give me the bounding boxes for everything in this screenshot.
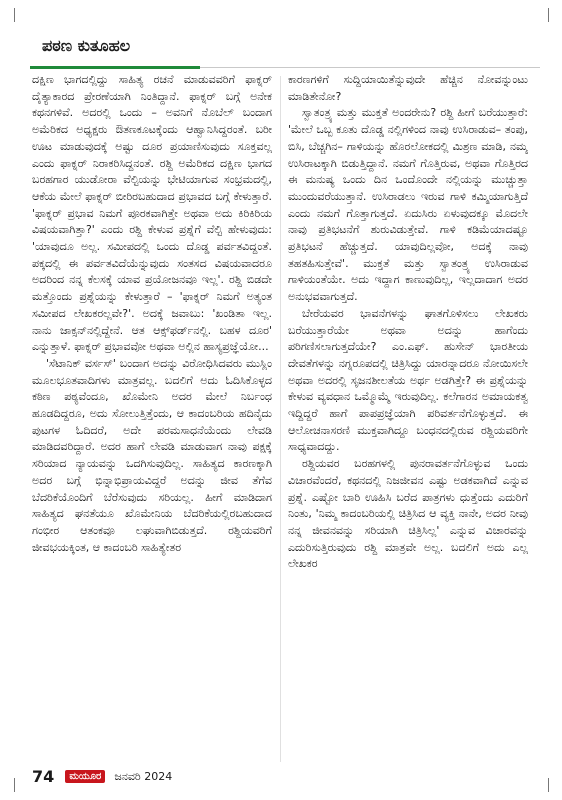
paragraph: ಕಾರಣಗಳಿಗೆ ಸುದ್ದಿಯಾಯಿತೆನ್ನುವುದೇ ಹೆಚ್ಚಿನ ನೋವನ್ನುಂಟು ಮಾಡಿತೇನೋ? [288, 73, 528, 103]
paragraph: ಸ್ವಾತಂತ್ರ್ಯ ಮತ್ತು ಮುಕ್ತತೆ ಅಂದರೇನು? ರಶ್ದಿ ಹೀಗೆ ಬರೆಯುತ್ತಾರೆ: 'ಮೇಲೆ ಒಬ್ಬ ಕೂತು ದೊಡ್ಡ ನಲ್ಲಿಗಳಿಂದ ನಾವು ಉಸಿರಾಡುವ– ತಂಪು, ಬಿಸಿ, ಬೆಚ್ಚಗಿನ– ಗಾಳಿಯನ್ನು ಹೊರಲೋಕದಲ್ಲಿ ಮಿಶ್ರಣ ಮಾಡಿ, ನಮ್ಮ ಉಸಿರಾಟಕ್ಕಾಗಿ ಬಿಡುತ್ತಿದ್ದಾನೆ. ನಮಗೆ ಗೊತ್ತಿರುವ, ಅಥವಾ ಗೊತ್ತಿರದ ಈ ಮನುಷ್ಯ ಒಂದು ದಿನ ಒಂದೊಂದೇ ನಲ್ಲಿಯನ್ನು ಮುಚ್ಚುತ್ತಾ ಮುಂದುವರೆಯುತ್ತಾನೆ. ಉಸಿರಾಡಲು ಇರುವ ಗಾಳಿ ಕಮ್ಮಿಯಾಗುತ್ತಿದೆ ಎಂದು ನಮಗೆ ಗೊತ್ತಾಗುತ್ತದೆ. ಏದುಸಿರು ಏಳುವುದಕ್ಕೂ ಮೊದಲೇ ನಾವು ಪ್ರತಿಭಟನೆಗೆ ಶುರುವಿಡುತ್ತೇವೆ. ಗಾಳಿ ಕಡಿಮೆಯಾದಷ್ಟೂ ಪ್ರತಿಭಟನೆ ಹೆಚ್ಚುತ್ತದೆ. ಯಾವುದಿಲ್ಲವೋ, ಅದಕ್ಕೆ ನಾವು ತಹತಹಿಸುತ್ತೇವೆ'. ಮುಕ್ತತೆ ಮತ್ತು ಸ್ವಾತಂತ್ರ್ಯ ಉಸಿರಾಡುವ ಗಾಳಿಯಂತೆಯೇ. ಅದು ಇದ್ದಾಗ ಕಾಣುವುದಿಲ್ಲ, ಇಲ್ಲದಾದಾಗ ಅದರ ಅನುಭವವಾಗುತ್ತದೆ. [288, 106, 528, 304]
section-accent-rule [30, 66, 200, 69]
paragraph: ದಕ್ಷಿಣ ಭಾಗದಲ್ಲಿದ್ದು ಸಾಹಿತ್ಯ ರಚನೆ ಮಾಡುವವರಿಗೆ ಫಾಕ್ನರ್ ದೈತ್ಯಾಕಾರದ ಪ್ರೇರಣೆಯಾಗಿ ನಿಂತಿದ್ದಾನೆ. ಫಾಕ್ನರ್ ಬಗ್ಗೆ ಅನೇಕ ಕಥನಗಳಿವೆ. ಅದರಲ್ಲಿ ಒಂದು – ಅವನಿಗೆ ನೊಬೆಲ್ ಬಂದಾಗ ಅಮೆರಿಕದ ಅಧ್ಯಕ್ಷರು ಔತಣಕೂಟಕ್ಕೆಂದು ಆಹ್ವಾನಿಸಿದ್ದರಂತೆ. ಬರೀ ಊಟ ಮಾಡುವುದಕ್ಕೆ ಅಷ್ಟು ದೂರ ಪ್ರಯಾಣಿಸುವುದು ಸೂಕ್ತವಲ್ಲ ಎಂದು ಫಾಕ್ನರ್ ನಿರಾಕರಿಸಿದ್ದನಂತೆ. ರಶ್ದಿ ಅಮೆರಿಕದ ದಕ್ಷಿಣ ಭಾಗದ ಬರಹಗಾರ ಯುಡೋರಾ ವೆಲ್ಟಿಯನ್ನು ಭೇಟಿಯಾಗುವ ಸಂಭ್ರಮದಲ್ಲಿ, ಆಕೆಯ ಮೇಲೆ ಫಾಕ್ನರ್ ಬೀರಿರಬಹುದಾದ ಪ್ರಭಾವದ ಬಗ್ಗೆ ಕೇಳುತ್ತಾರೆ. 'ಫಾಕ್ನರ್ ಪ್ರಭಾವ ನಿಮಗೆ ಪೂರಕವಾಗಿತ್ತೇ ಅಥವಾ ಅದು ಕಿರಿಕಿರಿಯ ವಿಷಯವಾಗಿತ್ತಾ?' ಎಂದು ರಶ್ದಿ ಕೇಳುವ ಪ್ರಶ್ನೆಗೆ ವೆಲ್ಟಿ ಹೇಳುವುದು: 'ಯಾವುದೂ ಅಲ್ಲ. ಸಮೀಪದಲ್ಲಿ ಒಂದು ದೊಡ್ಡ ಪರ್ವತವಿದ್ದಂತೆ. ಪಕ್ಕದಲ್ಲಿ ಈ ಪರ್ವತವಿದೆಯೆನ್ನುವುದು ಸಂತಸದ ವಿಷಯವಾದರೂ ಅದರಿಂದ ನನ್ನ ಕೆಲಸಕ್ಕೆ ಯಾವ ಪ್ರಯೋಜನವೂ ಇಲ್ಲ'. ರಶ್ದಿ ಬಿಡದೇ ಮತ್ತೊಂದು ಪ್ರಶ್ನೆಯನ್ನು ಕೇಳುತ್ತಾರೆ – 'ಫಾಕ್ನರ್ ನಿಮಗೆ ಅತ್ಯಂತ ಸಮೀಪದ ಲೇಖಕರಲ್ಲವೇ?'. ಅದಕ್ಕೆ ಜವಾಬು: 'ಖಂಡಿತಾ ಇಲ್ಲ. ನಾನು ಜಾಕ್ಸನ್‌ನಲ್ಲಿದ್ದೇನೆ. ಆತ ಆಕ್ಸ್‌ಫರ್ಡ್‌ನಲ್ಲಿ. ಬಹಳ ದೂರ' ಎನ್ನುತ್ತಾಳೆ. ಫಾಕ್ನರ್ ಪ್ರಭಾವವೋ ಅಥವಾ ಅಲ್ಲಿನ ಹಾಸ್ಯಪ್ರಜ್ಞೆಯೋ... [32, 73, 272, 354]
section-divider-rule [200, 67, 540, 68]
section-title: ಪಠಣ ಕುತೂಹಲ [42, 36, 131, 55]
right-column [288, 72, 528, 762]
paragraph: 'ಸೆಟಾನಿಕ್ ವರ್ಸಸ್' ಬಂದಾಗ ಅದನ್ನು ವಿರೋಧಿಸಿದವರು ಮುಸ್ಲಿಂ ಮೂಲಭೂತವಾದಿಗಳು ಮಾತ್ರವಲ್ಲ. ಬದಲಿಗೆ ಅದು ಓದಿಸಿಕೊಳ್ಳದ ಕಠಿಣ ಪಠ್ಯವೆಂದೂ, ಖೊಮೇನಿ ಅದರ ಮೇಲೆ ನಿರ್ಬಂಧ ಹೂಡದಿದ್ದರೂ, ಅದು ಸೋಲುತ್ತಿತ್ತೆಂದು, ಆ ಕಾದಂಬರಿಯ ಹದಿನೈದು ಪುಟಗಳ ಓದಿದರೆ, ಅದೇ ಪರಮಸಾಧನೆಯೆಂದು ಲೇವಡಿ ಮಾಡಿದವರಿದ್ದಾರೆ. ಅದರ ಹಾಗೆ ಲೇವಡಿ ಮಾಡುವಾಗ ನಾವು ಪಕ್ಷಕ್ಕೆ ಸರಿಯಾದ ನ್ಯಾಯವನ್ನು ಒದಗಿಸುವುದಿಲ್ಲ. ಸಾಹಿತ್ಯದ ಕಾರಣಕ್ಕಾಗಿ ಅದರ ಬಗ್ಗೆ ಭಿನ್ನಾಭಿಪ್ರಾಯವಿದ್ದರೆ ಅದನ್ನು ಜೀವ ತೆಗೆವ ಬೆದರಿಕೆಯೊಂದಿಗೆ ಬೆರೆಸುವುದು ಸರಿಯಲ್ಲ. ಹೀಗೆ ಮಾಡಿದಾಗ ಸಾಹಿತ್ಯದ ಘನತೆಯೂ ಖೊಮೇನಿಯ ಬೆದರಿಕೆಯಲ್ಲಿರಬಹುದಾದ ಗಂಭೀರ ಆತಂಕವೂ ಲಘುವಾಗಿಬಿಡುತ್ತದೆ. ರಶ್ದಿಯವರಿಗೆ ಜೀವಭಯಕ್ಕಿಂತ, ಆ ಕಾದಂಬರಿ ಸಾಹಿತ್ಯೇತರ [32, 356, 272, 554]
crop-mark-top-left [14, 8, 15, 22]
paragraph: ರಶ್ದಿಯವರ ಬರಹಗಳಲ್ಲಿ ಪುನರಾವರ್ತನೆಗೊಳ್ಳುವ ಒಂದು ವಿಚಾರವೆಂದರೆ, ಕಥನದಲ್ಲಿ ನಿಜಜೀವನ ಎಷ್ಟು ಅಡಕವಾಗಿದೆ ಎನ್ನುವ ಪ್ರಶ್ನೆ. ಎಷ್ಟೋ ಬಾರಿ ಊಹಿಸಿ ಬರೆದ ಪಾತ್ರಗಳು ಧುತ್ತೆಂದು ಎದುರಿಗೆ ನಿಂತು, 'ನಿಮ್ಮ ಕಾದಂಬರಿಯಲ್ಲಿ ಚಿತ್ರಿಸಿದ ಆ ವ್ಯಕ್ತಿ ನಾನೇ, ಅದರ ನೀವು ನನ್ನ ಜೀವನವನ್ನು ಸರಿಯಾಗಿ ಚಿತ್ರಿಸಿಲ್ಲ' ಎನ್ನುವ ವಿಚಾರವನ್ನು ಎದುರಿಸುತ್ತಿರುವುದು ರಶ್ದಿ ಮಾತ್ರವೇ ಅಲ್ಲ. ಬದಲಿಗೆ ಅದು ಎಲ್ಲ ಲೇಖಕರ [288, 457, 528, 571]
column-divider [280, 76, 281, 762]
crop-mark-bottom-right [548, 778, 549, 792]
magazine-logo: ಮಯೂರ [65, 770, 105, 783]
page-footer [32, 766, 172, 788]
issue-date: ಜನವರಿ 2024 [114, 769, 173, 783]
left-column [32, 72, 272, 762]
section-header [30, 30, 540, 70]
paragraph: ಬೇರೆಯವರ ಭಾವನೆಗಳನ್ನು ಘಾತಗೊಳಿಸಲು ಲೇಖಕರು ಬರೆಯುತ್ತಾರೆಯೇ ಅಥವಾ ಅದನ್ನು ಹಾಗೆಂದು ಪರಿಗಣಿಸಲಾಗುತ್ತದೆಯೇ? ಎಂ.ಎಫ್. ಹುಸೇನ್ ಭಾರತೀಯ ದೇವತೆಗಳನ್ನು ನಗ್ನರೂಪದಲ್ಲಿ ಚಿತ್ರಿಸಿದ್ದು ಯಾರನ್ನಾದರೂ ನೋಯಿಸಲೇ ಅಥವಾ ಅದರಲ್ಲಿ ಸೃಜನಶೀಲತೆಯ ಅರ್ಥ ಅಡಗಿತ್ತೇ? ಈ ಪ್ರಶ್ನೆಯನ್ನು ಕೇಳುವ ವ್ಯವಧಾನ ಒಮ್ಮೊಮ್ಮೆ ಇರುವುದಿಲ್ಲ. ಕಲೆಗಾರನ ಅಮಾಯಕತ್ವ ಇದ್ದಿದ್ದರೆ ಹಾಗೆ ಪಾಪಪ್ರಜ್ಞೆಯಾಗಿ ಪರಿವರ್ತನೆಗೊಳ್ಳುತ್ತದೆ. ಈ ಆಲೋಚನಾಸರಣಿ ಮುಕ್ತವಾಗಿದ್ದೂ ಬಂಧನದಲ್ಲಿರುವ ರಶ್ದಿಯವರಿಗೇ ಸಾಧ್ಯವಾದದ್ದು. [288, 306, 528, 454]
page-number: 74 [32, 767, 55, 786]
crop-mark-top-right [548, 8, 549, 22]
crop-mark-bottom-left [14, 778, 15, 792]
